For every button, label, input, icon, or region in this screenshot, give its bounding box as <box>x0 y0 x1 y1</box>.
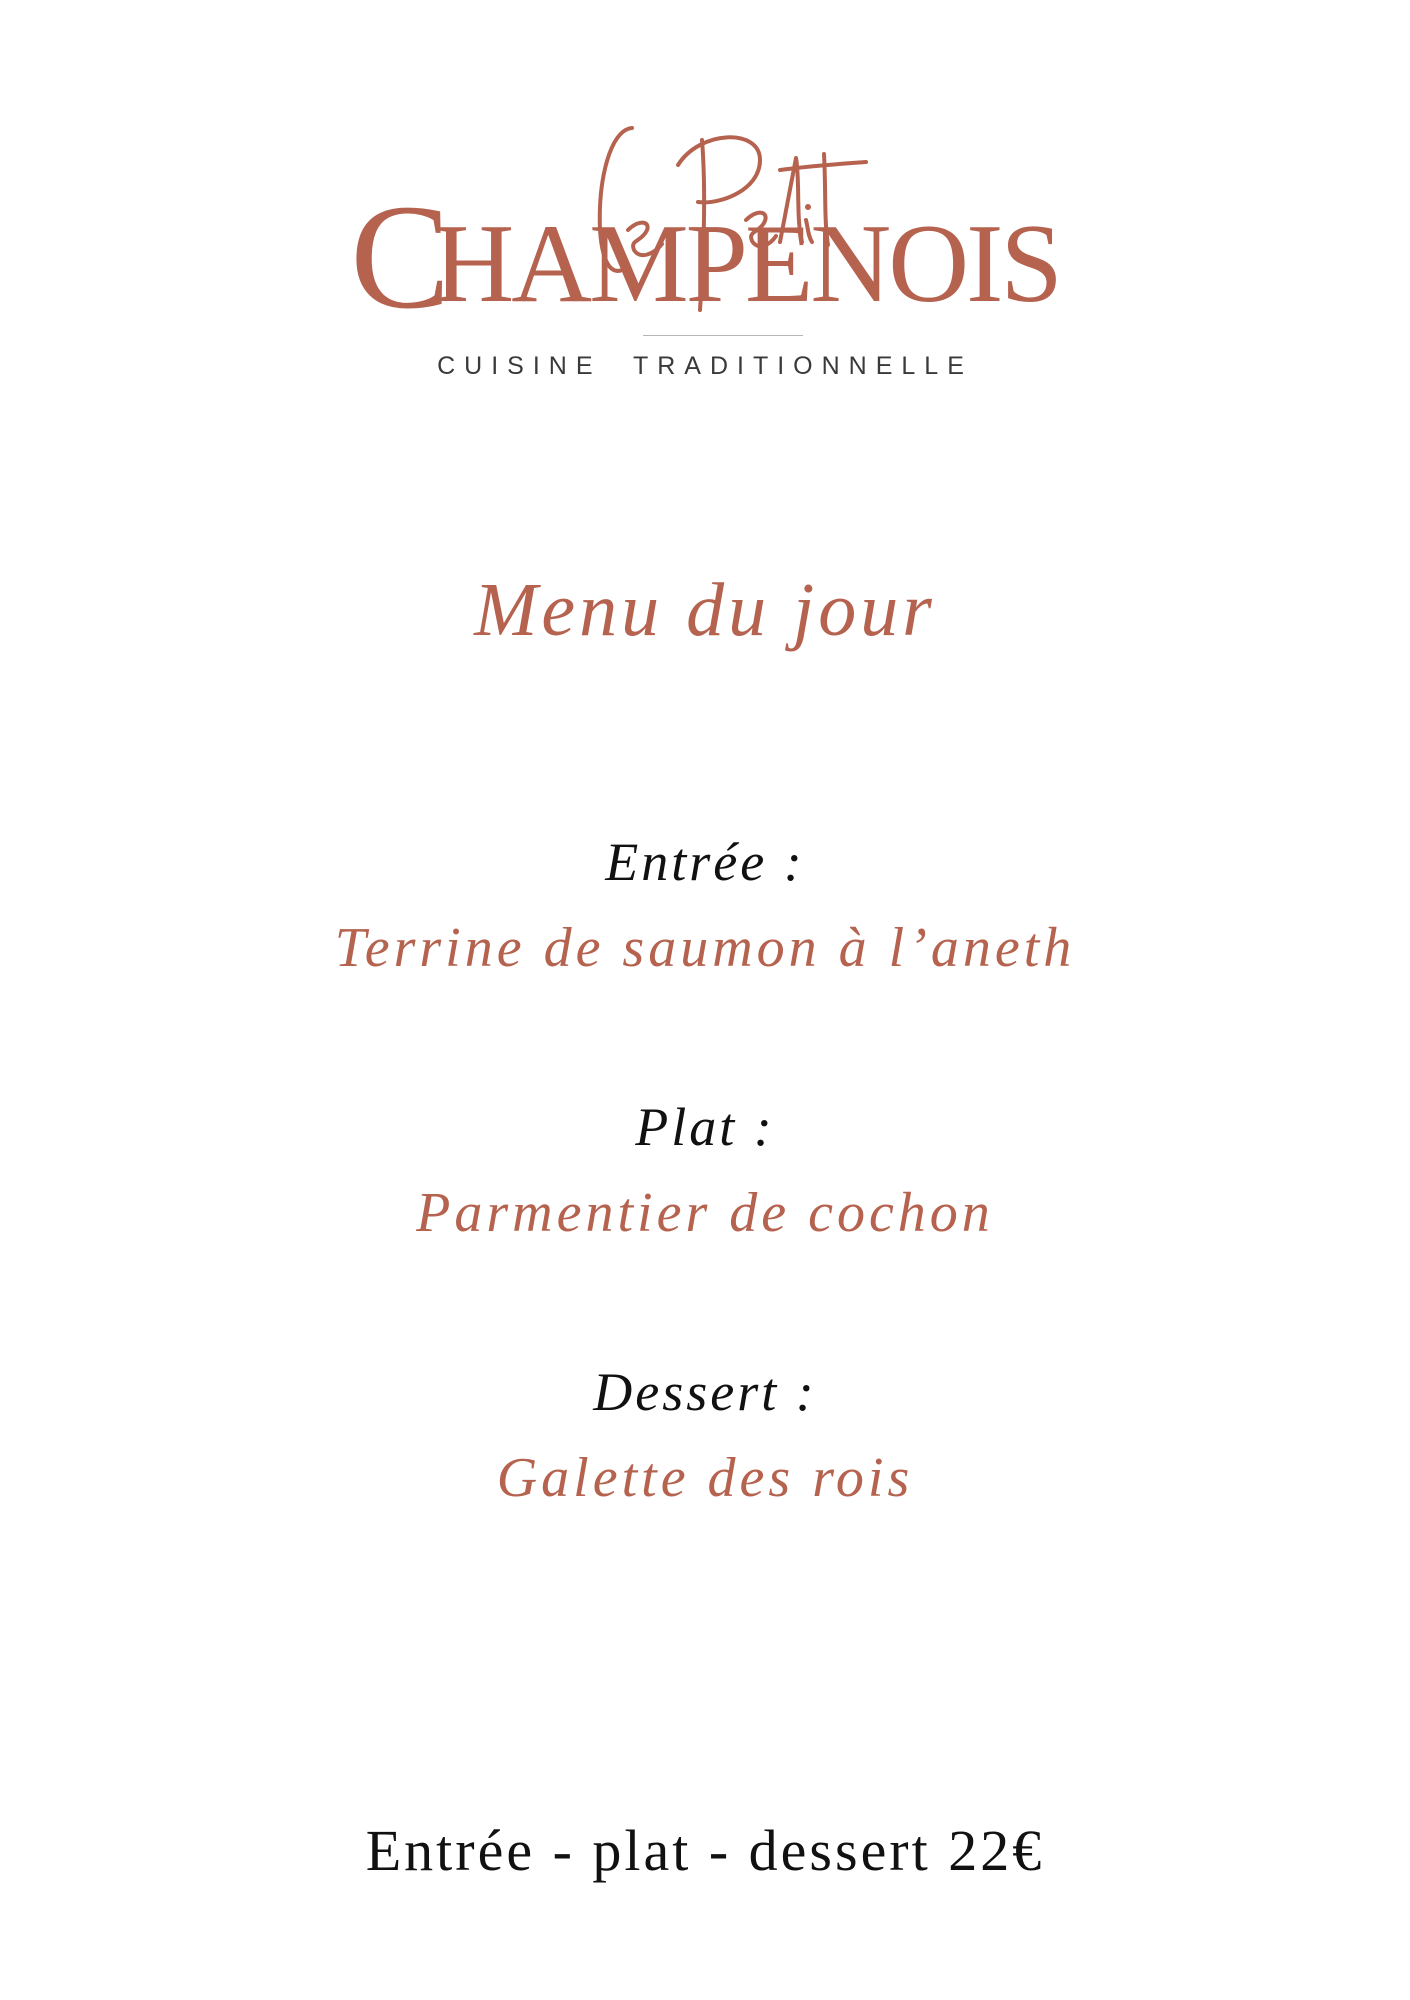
menu-price: Entrée - plat - dessert 22€ <box>365 1818 1045 1883</box>
logo-tagline: CUISINE TRADITIONNELLE <box>437 352 973 380</box>
restaurant-logo <box>0 100 1410 400</box>
logo-initial: C <box>350 174 448 340</box>
course-label-plat: Plat : <box>635 1097 775 1157</box>
course-dish-plat: Parmentier de cochon <box>416 1182 994 1244</box>
course-dish-entree: Terrine de saumon à l’aneth <box>334 917 1076 979</box>
course-label-dessert: Dessert : <box>593 1362 817 1422</box>
menu-title: Menu du jour <box>474 568 936 652</box>
course-label-entree: Entrée : <box>605 832 805 892</box>
course-dish-dessert: Galette des rois <box>496 1447 914 1509</box>
logo-divider <box>643 335 803 336</box>
logo-wordmark-rest: HAMPENOIS <box>433 202 1060 326</box>
logo-wordmark <box>0 174 1410 340</box>
